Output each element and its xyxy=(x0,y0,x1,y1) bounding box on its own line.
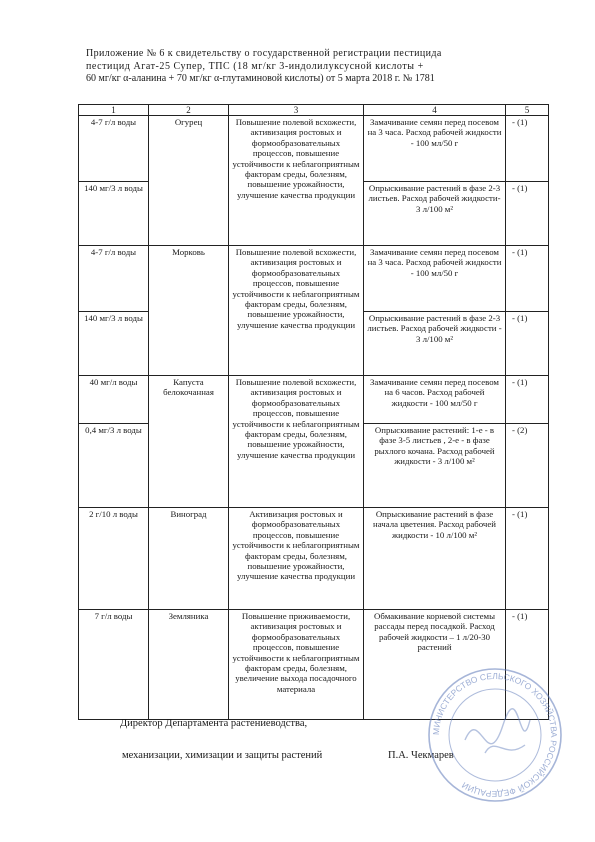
header-line-2: пестицид Агат-25 Супер, ТПС (18 мг/кг 3-индолилуксусной кислоты + xyxy=(86,60,424,72)
application-rate-cell: 7 г/л воды xyxy=(79,610,149,720)
column-number: 3 xyxy=(229,105,364,116)
treatments-cell: - (1) xyxy=(506,508,549,610)
treatments-cell: - (2) xyxy=(506,424,549,508)
signature-title-line-1: Директор Департамента растениеводства, xyxy=(120,718,308,729)
signature-scribble xyxy=(465,709,530,753)
treatments-cell: - (1) xyxy=(506,116,549,182)
signatory-name: П.А. Чекмарев xyxy=(388,750,454,761)
method-cell: Обмакивание корневой системы рассады перед посадкой. Расход рабочей жидкости – 1 л/20-30 растений xyxy=(364,610,506,720)
method-cell: Замачивание семян перед посевом на 3 часа. Расход рабочей жидкости - 100 мл/50 г xyxy=(364,116,506,182)
document-header xyxy=(86,48,544,86)
purpose-cell: Повышение полевой всхожести, активизация ростовых и формообразовательных процессов, повышение устойчивости к неблагоприятным факторам среды, болезням, повышение урожайности, улучшение качества продукции xyxy=(229,116,364,246)
column-number: 5 xyxy=(506,105,549,116)
column-number: 4 xyxy=(364,105,506,116)
crop-cell: Капуста белокочанная xyxy=(149,376,229,508)
method-cell: Опрыскивание растений в фазе начала цветения. Расход рабочей жидкости - 10 л/100 м² xyxy=(364,508,506,610)
application-rate-cell: 140 мг/3 л воды xyxy=(79,182,149,246)
application-rate-cell: 4-7 г/л воды xyxy=(79,246,149,312)
treatments-cell: - (1) xyxy=(506,246,549,312)
header-line-3: 60 мг/кг α-аланина + 70 мг/кг α-глутаминовой кислоты) от 5 марта 2018 г. № 1781 xyxy=(86,73,435,84)
method-cell: Опрыскивание растений в фазе 2-3 листьев. Расход рабочей жидкости- 3 л/100 м² xyxy=(364,182,506,246)
column-number-row xyxy=(79,105,549,116)
crop-cell: Огурец xyxy=(149,116,229,246)
column-number: 2 xyxy=(149,105,229,116)
header-line-1: Приложение № 6 к свидетельству о государственной регистрации пестицида xyxy=(86,48,442,59)
method-cell: Опрыскивание растений: 1-е - в фазе 3-5 листьев , 2-е - в фазе рыхлого кочана. Расход рабочей жидкости - 3 л/100 м² xyxy=(364,424,506,508)
application-rate-cell: 40 мг/л воды xyxy=(79,376,149,424)
crop-cell: Виноград xyxy=(149,508,229,610)
purpose-cell: Повышение полевой всхожести, активизация ростовых и формообразовательных процессов, повышение устойчивости к неблагоприятным факторам среды, болезням, повышение урожайности, улучшение качества продукции xyxy=(229,246,364,376)
signature-title-line-2: механизации, химизации и защиты растений xyxy=(122,750,323,761)
application-rate-cell: 2 г/10 л воды xyxy=(79,508,149,610)
column-number: 1 xyxy=(79,105,149,116)
stamp-ring-text: МИНИСТЕРСТВО СЕЛЬСКОГО ХОЗЯЙСТВА РОССИЙСКОЙ ФЕДЕРАЦИИ xyxy=(430,670,560,800)
treatments-cell: - (1) xyxy=(506,376,549,424)
table-row xyxy=(79,508,549,610)
official-stamp xyxy=(425,665,565,805)
table-row xyxy=(79,246,549,312)
crop-cell: Морковь xyxy=(149,246,229,376)
treatments-cell: - (1) xyxy=(506,312,549,376)
svg-text:МИНИСТЕРСТВО СЕЛЬСКОГО ХОЗЯЙСТ xyxy=(431,671,559,799)
application-rate-cell: 140 мг/3 л воды xyxy=(79,312,149,376)
table-row xyxy=(79,376,549,424)
crop-cell: Земляника xyxy=(149,610,229,720)
application-rate-cell: 4-7 г/л воды xyxy=(79,116,149,182)
application-rate-cell: 0,4 мг/3 л воды xyxy=(79,424,149,508)
method-cell: Замачивание семян перед посевом на 3 часа. Расход рабочей жидкости - 100 мл/50 г xyxy=(364,246,506,312)
method-cell: Опрыскивание растений в фазе 2-3 листьев. Расход рабочей жидкости - 3 л/100 м² xyxy=(364,312,506,376)
treatments-cell: - (1) xyxy=(506,182,549,246)
treatments-cell: - (1) xyxy=(506,610,549,720)
purpose-cell: Повышение полевой всхожести, активизация ростовых и формообразовательных процессов, повышение устойчивости к неблагоприятным факторам среды, болезням, повышение урожайности, улучшение качества продукции xyxy=(229,376,364,508)
table-row xyxy=(79,116,549,182)
method-cell: Замачивание семян перед посевом на 6 часов. Расход рабочей жидкости - 100 мл/50 г xyxy=(364,376,506,424)
purpose-cell: Активизация ростовых и формообразовательных процессов, повышение устойчивости к неблагоприятным факторам среды, болезням, повышение урожайности, улучшение качества продукции xyxy=(229,508,364,610)
application-table xyxy=(78,104,549,720)
purpose-cell: Повышение приживаемости, активизация ростовых и формообразовательных процессов, повышение устойчивости к неблагоприятным факторам среды, болезням, увеличение выхода посадочного материала xyxy=(229,610,364,720)
